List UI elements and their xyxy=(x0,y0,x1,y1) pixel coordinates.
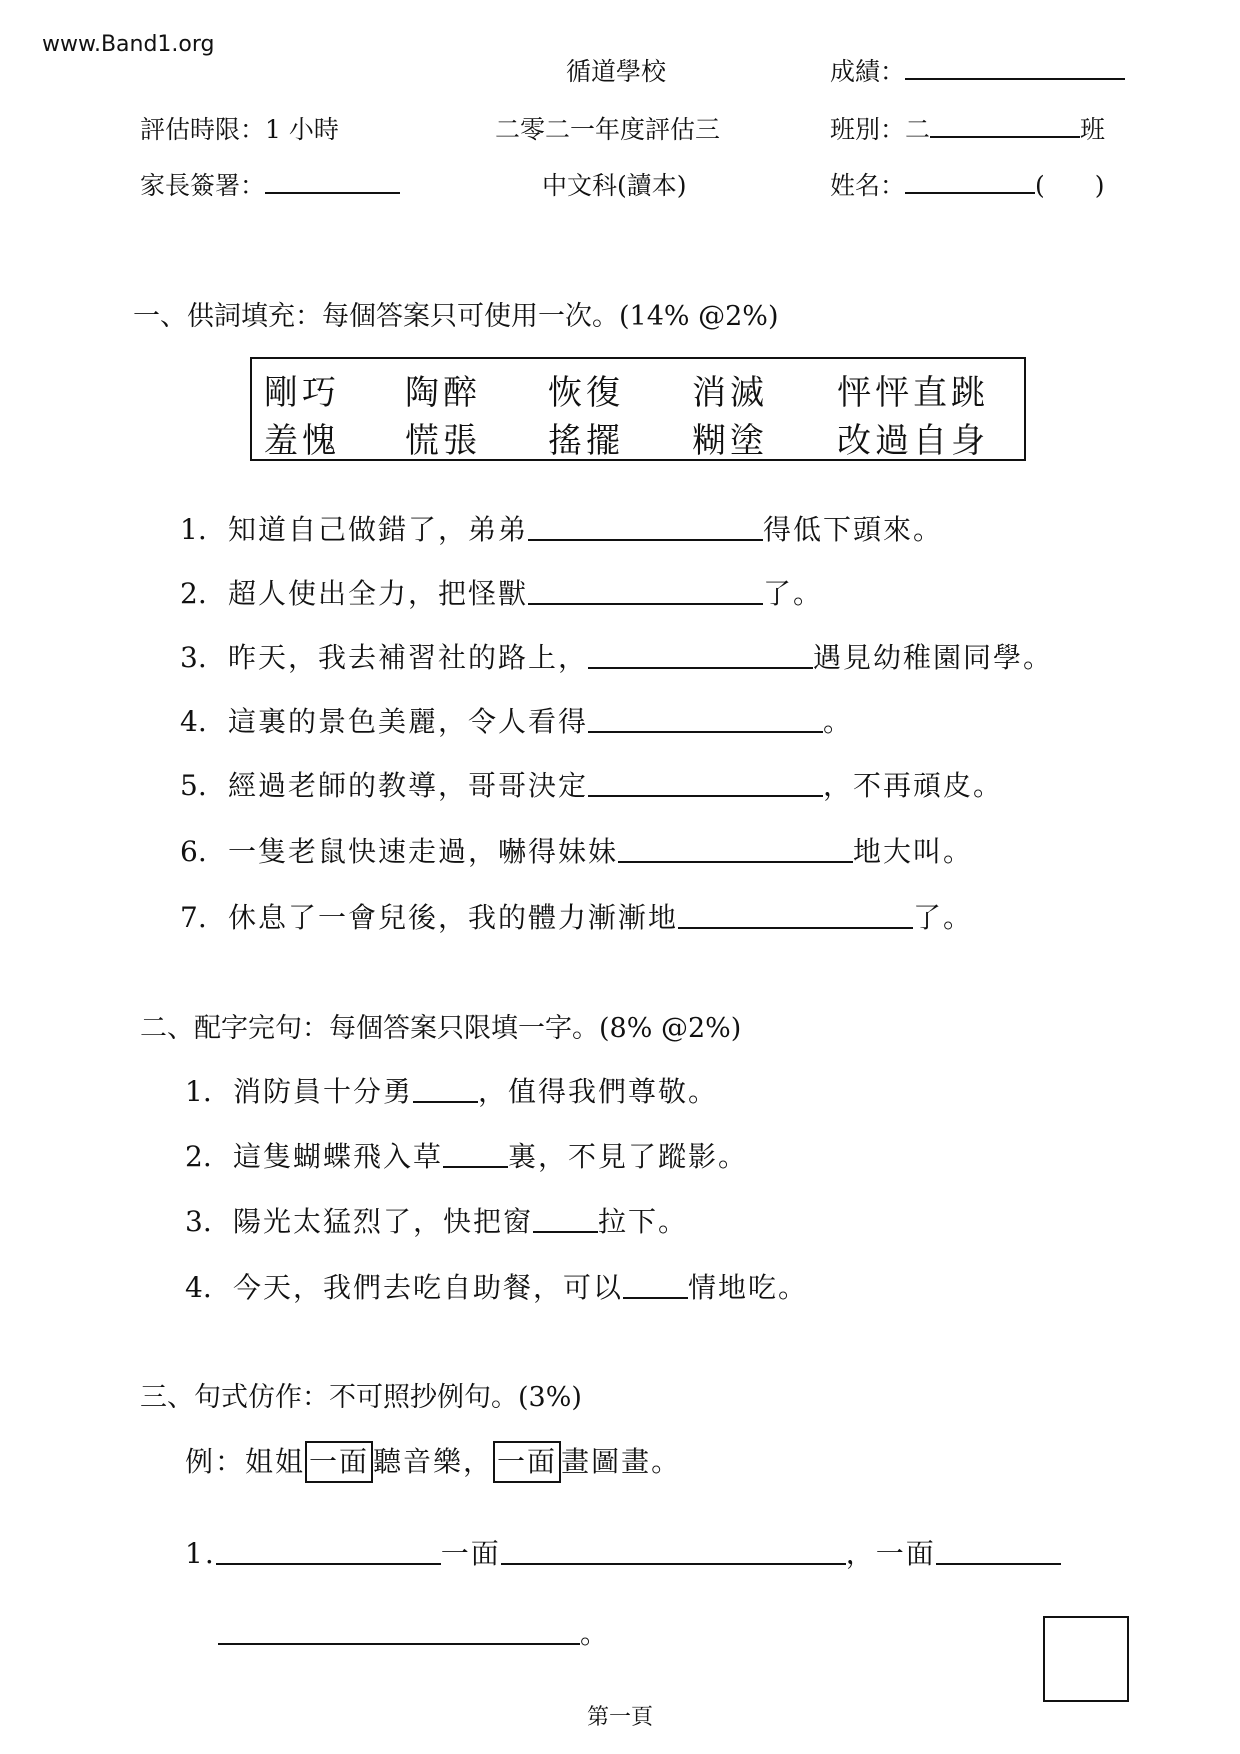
score-label: 成績： xyxy=(830,57,906,86)
s2-question-1: 1. 消防員十分勇 ，值得我們尊敬。 xyxy=(185,1075,719,1108)
answer-blank[interactable] xyxy=(533,1229,598,1233)
answer-blank[interactable] xyxy=(936,1561,1061,1565)
word-bank-item: 羞愧 xyxy=(264,421,340,461)
answer-blank[interactable] xyxy=(501,1561,846,1565)
answer-blank[interactable] xyxy=(588,793,823,797)
class-number-bracket: ( ) xyxy=(1035,171,1105,200)
word-bank-item: 剛巧 xyxy=(264,373,340,413)
section3-title: 三、句式仿作：不可照抄例句。(3%) xyxy=(140,1382,582,1413)
assessment-title: 二零二一年度評估三 xyxy=(495,115,721,144)
answer-blank[interactable] xyxy=(413,1099,478,1103)
class-label: 班別：二 xyxy=(830,115,931,144)
marks-box[interactable] xyxy=(1043,1616,1129,1702)
word-bank-item: 恢復 xyxy=(548,373,624,413)
answer-blank[interactable] xyxy=(443,1164,508,1168)
example-sentence: 例：姐姐 一面 聽音樂， 一面 畫圖畫。 xyxy=(185,1440,681,1483)
score-field xyxy=(830,52,1125,88)
s1-question-2: 2. 超人使出全力，把怪獸 了。 xyxy=(180,577,824,610)
name-field xyxy=(830,166,1105,202)
parent-signature-line[interactable] xyxy=(265,191,400,194)
answer-blank[interactable] xyxy=(528,601,763,605)
page-number: 第一頁 xyxy=(586,1705,653,1730)
example-keyword-box: 一面 xyxy=(493,1441,561,1483)
class-line[interactable] xyxy=(930,135,1080,138)
word-bank-item: 糊塗 xyxy=(692,421,768,461)
parent-signature-field xyxy=(140,166,400,202)
word-bank-box xyxy=(250,357,1026,461)
answer-blank[interactable] xyxy=(588,729,823,733)
subject-title: 中文科(讀本) xyxy=(542,171,687,200)
answer-blank[interactable] xyxy=(218,1641,580,1645)
word-bank-item: 陶醉 xyxy=(405,373,481,413)
answer-blank[interactable] xyxy=(618,859,853,863)
answer-blank[interactable] xyxy=(623,1295,688,1299)
section2-title: 二、配字完句：每個答案只限填一字。(8% @2%) xyxy=(140,1013,742,1044)
school-name: 循道學校 xyxy=(566,57,667,86)
s1-question-7: 7. 休息了一會兒後，我的體力漸漸地 了。 xyxy=(180,901,974,934)
s2-question-4: 4. 今天，我們去吃自助餐，可以 情地吃。 xyxy=(185,1271,809,1304)
s2-question-3: 3. 陽光太猛烈了，快把窗 拉下。 xyxy=(185,1205,689,1238)
word-bank-item: 慌張 xyxy=(405,421,481,461)
s1-question-3: 3. 昨天，我去補習社的路上， 遇見幼稚園同學。 xyxy=(180,641,1054,674)
class-suffix: 班 xyxy=(1080,115,1106,144)
example-keyword-box: 一面 xyxy=(305,1441,373,1483)
word-bank-item: 改過自身 xyxy=(837,421,989,461)
section1-title: 一、供詞填充：每個答案只可使用一次。(14% @2%) xyxy=(133,301,779,332)
s3-question-1-continued: 。 xyxy=(218,1612,610,1652)
s1-question-6: 6. 一隻老鼠快速走過，嚇得妹妹 地大叫。 xyxy=(180,835,974,868)
answer-blank[interactable] xyxy=(216,1561,441,1565)
name-line[interactable] xyxy=(905,191,1035,194)
score-line[interactable] xyxy=(905,77,1125,80)
s1-question-1: 1. 知道自己做錯了，弟弟 得低下頭來。 xyxy=(180,513,944,546)
answer-blank[interactable] xyxy=(588,665,813,669)
word-bank-item: 搖擺 xyxy=(548,421,624,461)
parent-signature-label: 家長簽署： xyxy=(140,171,266,200)
answer-blank[interactable] xyxy=(528,537,763,541)
class-field xyxy=(830,110,1105,146)
name-label: 姓名： xyxy=(830,171,906,200)
website-watermark: www.Band1.org xyxy=(42,32,215,57)
s3-question-1: 1. 一面 ，一面 xyxy=(185,1532,1061,1572)
answer-blank[interactable] xyxy=(678,925,913,929)
word-bank-item: 消滅 xyxy=(692,373,768,413)
s2-question-2: 2. 這隻蝴蝶飛入草 裏，不見了蹤影。 xyxy=(185,1140,749,1173)
s1-question-4: 4. 這裏的景色美麗，令人看得 。 xyxy=(180,705,854,738)
s1-question-5: 5. 經過老師的教導，哥哥決定 ，不再頑皮。 xyxy=(180,769,1004,802)
word-bank-item: 怦怦直跳 xyxy=(837,373,989,413)
time-limit: 評估時限：1 小時 xyxy=(140,115,339,144)
